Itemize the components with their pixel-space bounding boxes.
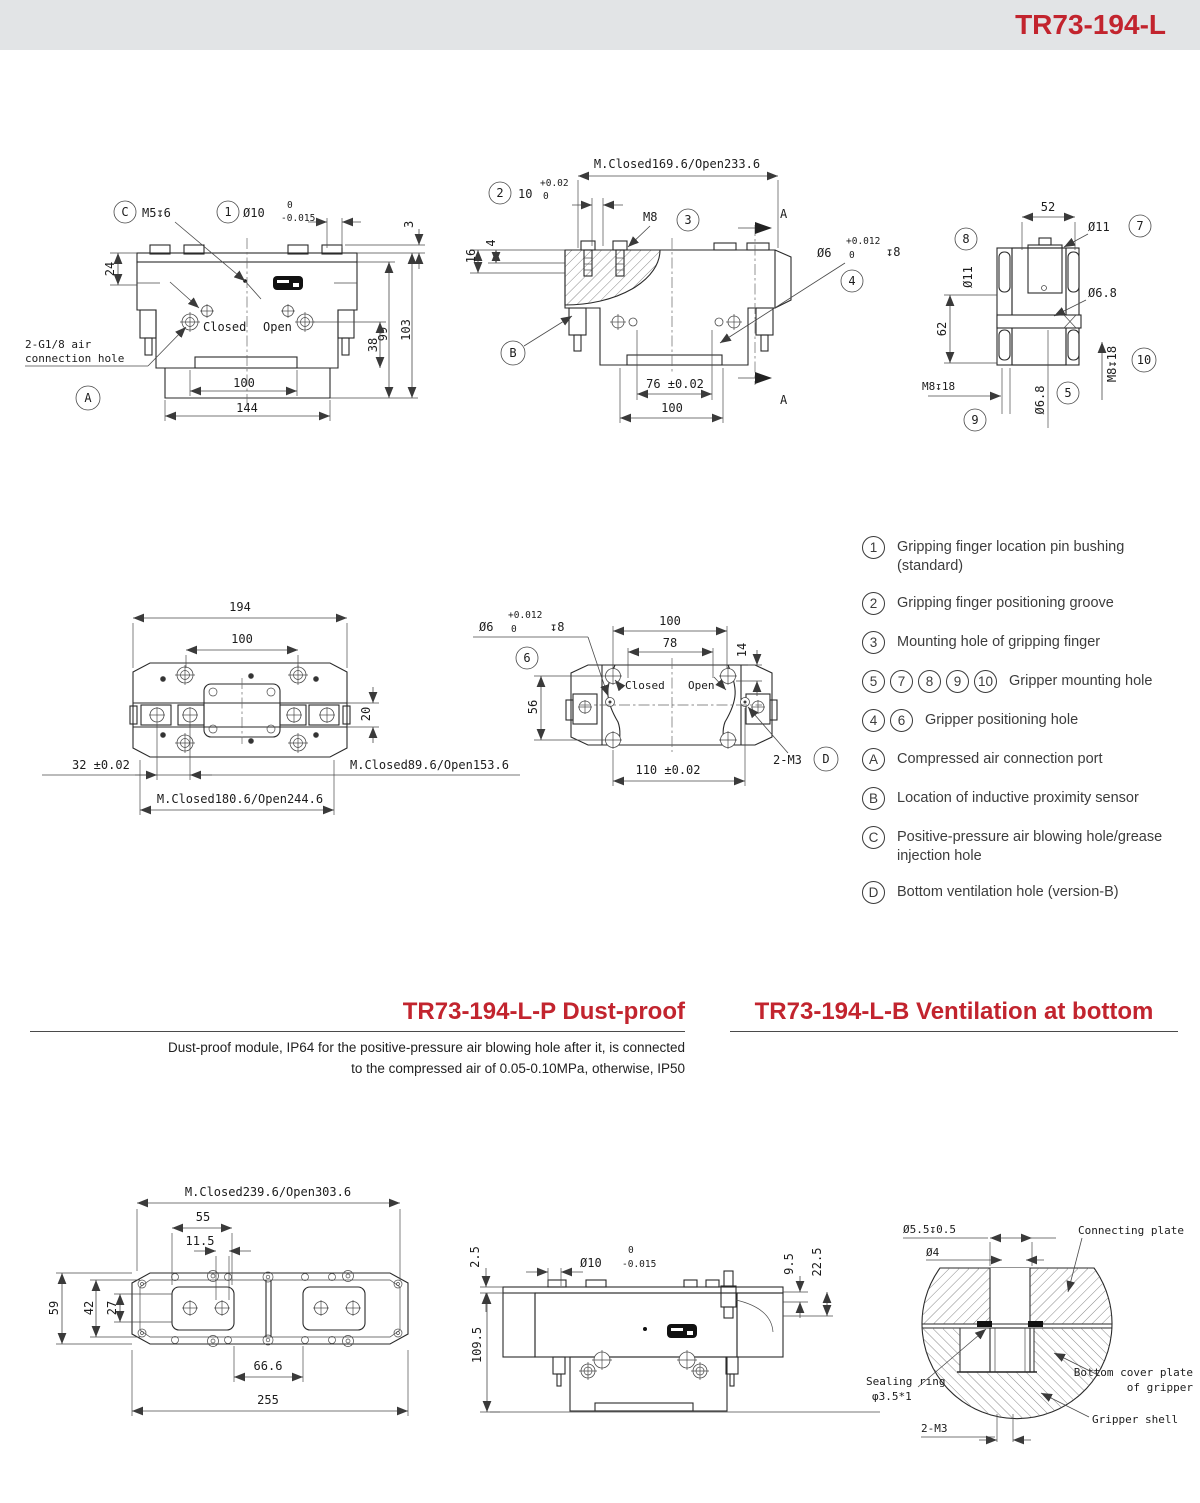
dustproof-front-geometry bbox=[490, 1271, 880, 1412]
svg-text:of gripper: of gripper bbox=[1126, 1381, 1193, 1394]
front-view-dimensions bbox=[25, 200, 425, 421]
legend-item: 1 Gripping finger location pin bushing (standard) bbox=[862, 536, 1192, 576]
svg-text:M8↧18: M8↧18 bbox=[1105, 345, 1119, 383]
section-a-top: A bbox=[780, 207, 788, 221]
svg-text:3: 3 bbox=[402, 220, 416, 228]
section-view-geometry bbox=[565, 238, 791, 374]
drawing-front-view bbox=[20, 190, 460, 440]
divider bbox=[730, 1031, 1178, 1032]
svg-text:27: 27 bbox=[105, 1300, 119, 1316]
svg-text:103: 103 bbox=[399, 319, 413, 341]
bottom-view-dimensions bbox=[473, 610, 838, 786]
svg-text:0: 0 bbox=[287, 200, 293, 211]
svg-text:59: 59 bbox=[47, 1300, 61, 1316]
svg-text:78: 78 bbox=[662, 636, 678, 650]
callout-d: D bbox=[822, 752, 830, 766]
divider bbox=[30, 1031, 685, 1032]
svg-text:Ø11: Ø11 bbox=[1088, 220, 1110, 234]
svg-text:66.6: 66.6 bbox=[253, 1359, 283, 1373]
svg-text:109.5: 109.5 bbox=[470, 1326, 484, 1364]
legend-item: A Compressed air connection port bbox=[862, 748, 1192, 771]
bottom-cover-label: Bottom cover plate bbox=[1073, 1366, 1193, 1379]
gripper-shell-label: Gripper shell bbox=[1092, 1413, 1179, 1426]
callout-3: 3 bbox=[684, 213, 692, 227]
svg-text:194: 194 bbox=[229, 600, 251, 614]
brand-logo-badge bbox=[667, 1324, 697, 1338]
closed-label: Closed bbox=[203, 320, 247, 334]
callout-7: 7 bbox=[1136, 219, 1144, 233]
svg-text:↧8: ↧8 bbox=[886, 245, 901, 259]
svg-text:+0.012: +0.012 bbox=[846, 236, 881, 247]
legend-item: 2 Gripping finger positioning groove bbox=[862, 592, 1192, 615]
svg-text:4: 4 bbox=[484, 239, 498, 247]
svg-text:99: 99 bbox=[376, 326, 390, 342]
section-dustproof bbox=[30, 998, 685, 1080]
svg-text:0: 0 bbox=[511, 624, 517, 635]
svg-text:62: 62 bbox=[935, 321, 949, 337]
svg-text:Ø6: Ø6 bbox=[479, 620, 494, 634]
drawing-section-view bbox=[460, 150, 910, 440]
svg-text:Ø11: Ø11 bbox=[961, 266, 975, 288]
top-view-dimensions bbox=[42, 600, 520, 815]
stroke-long-label: M.Closed180.6/Open244.6 bbox=[156, 792, 324, 806]
svg-text:φ3.5*1: φ3.5*1 bbox=[872, 1390, 912, 1403]
dim-32-label: 32 ±0.02 bbox=[72, 758, 130, 772]
callout-c: C bbox=[121, 205, 129, 219]
drawing-side-section bbox=[920, 190, 1200, 445]
callout-5: 5 bbox=[1064, 386, 1072, 400]
legend-item: 5 7 8 9 10 Gripper mounting hole bbox=[862, 670, 1192, 693]
dustproof-desc-line2: to the compressed air of 0.05-0.10MPa, otherwise, IP50 bbox=[351, 1060, 685, 1076]
svg-text:20: 20 bbox=[359, 706, 373, 722]
svg-text:24: 24 bbox=[103, 261, 117, 277]
dia4-label: Ø4 bbox=[926, 1246, 940, 1259]
callout-8: 8 bbox=[962, 232, 970, 246]
cbore-label: Ø5.5↧0.5 bbox=[903, 1223, 956, 1236]
top-view-geometry bbox=[130, 663, 350, 757]
svg-text:Ø6.8: Ø6.8 bbox=[1033, 385, 1047, 415]
legend-item: D Bottom ventilation hole (version-B) bbox=[862, 881, 1192, 904]
svg-text:-0.015: -0.015 bbox=[622, 1259, 657, 1270]
legend-item: C Positive-pressure air blowing hole/grease injection hole bbox=[862, 826, 1192, 866]
svg-text:11.5: 11.5 bbox=[185, 1234, 215, 1248]
svg-text:55: 55 bbox=[195, 1210, 211, 1224]
svg-text:Ø6.8: Ø6.8 bbox=[1088, 286, 1117, 300]
drawing-top-view bbox=[40, 590, 520, 830]
callout-2: 2 bbox=[496, 186, 504, 200]
svg-text:10: 10 bbox=[518, 187, 533, 201]
svg-text:56: 56 bbox=[526, 699, 540, 715]
stroke-dim-label: M.Closed169.6/Open233.6 bbox=[593, 157, 761, 171]
thread-label: M8 bbox=[643, 210, 658, 224]
svg-text:110 ±0.02: 110 ±0.02 bbox=[635, 763, 701, 777]
svg-text:0: 0 bbox=[849, 250, 855, 261]
svg-text:↧8: ↧8 bbox=[550, 620, 565, 634]
svg-text:0: 0 bbox=[628, 1245, 634, 1256]
svg-text:255: 255 bbox=[257, 1393, 279, 1407]
legend-item: 3 Mounting hole of gripping finger bbox=[862, 631, 1192, 654]
drawing-bottom-view bbox=[470, 590, 880, 820]
section-ventilation bbox=[730, 998, 1178, 1032]
svg-text:52: 52 bbox=[1040, 200, 1056, 214]
air-port-label: 2-G1/8 air bbox=[25, 338, 92, 351]
svg-text:100: 100 bbox=[661, 401, 683, 415]
section-ventilation-title: TR73-194-L-B Ventilation at bottom bbox=[754, 998, 1154, 1025]
svg-text:Ø6: Ø6 bbox=[817, 246, 832, 260]
svg-text:22.5: 22.5 bbox=[810, 1247, 824, 1277]
legend-item: B Location of inductive proximity sensor bbox=[862, 787, 1192, 810]
stroke-short-label: M.Closed89.6/Open153.6 bbox=[350, 758, 509, 772]
dustproof-top-dimensions bbox=[47, 1185, 408, 1416]
callout-b: B bbox=[509, 346, 517, 360]
svg-text:76 ±0.02: 76 ±0.02 bbox=[646, 377, 704, 391]
sealing-ring-label: Sealing ring bbox=[866, 1375, 946, 1388]
side-section-geometry bbox=[997, 238, 1081, 365]
detail-geometry bbox=[918, 1268, 1118, 1436]
open-label: Open bbox=[688, 679, 715, 692]
section-view-dimensions bbox=[464, 157, 900, 423]
callout-6: 6 bbox=[523, 651, 531, 665]
stroke-dim-label: M.Closed239.6/Open303.6 bbox=[184, 1185, 352, 1199]
legend-item: 4 6 Gripper positioning hole bbox=[862, 709, 1192, 732]
callout-a: A bbox=[84, 391, 92, 405]
closed-label: Closed bbox=[625, 679, 665, 692]
callout-10: 10 bbox=[1136, 353, 1152, 367]
svg-text:38: 38 bbox=[366, 337, 380, 353]
thread-label: M5↧6 bbox=[142, 206, 171, 220]
connecting-plate-label: Connecting plate bbox=[1078, 1224, 1184, 1237]
callout-9: 9 bbox=[971, 413, 979, 427]
svg-text:+0.012: +0.012 bbox=[508, 610, 543, 621]
drawing-dustproof-front bbox=[440, 1240, 885, 1425]
svg-text:connection hole: connection hole bbox=[25, 352, 125, 365]
svg-text:M8↧18: M8↧18 bbox=[922, 380, 956, 393]
svg-text:-0.015: -0.015 bbox=[281, 213, 316, 224]
svg-text:+0.02: +0.02 bbox=[540, 178, 569, 189]
svg-text:2.5: 2.5 bbox=[468, 1246, 482, 1268]
svg-text:100: 100 bbox=[659, 614, 681, 628]
svg-text:144: 144 bbox=[236, 401, 258, 415]
page-title: TR73-194-L bbox=[1015, 9, 1166, 40]
svg-text:14: 14 bbox=[735, 642, 749, 658]
dia-label: Ø10 bbox=[243, 206, 265, 220]
dustproof-desc-line1: Dust-proof module, IP64 for the positive-pressure air blowing hole after it, is connected bbox=[167, 1040, 685, 1055]
section-dustproof-title: TR73-194-L-P Dust-proof bbox=[402, 998, 685, 1025]
m3-label: 2-M3 bbox=[921, 1422, 948, 1435]
open-label: Open bbox=[263, 320, 292, 334]
dustproof-top-geometry bbox=[132, 1271, 408, 1347]
callout-1: 1 bbox=[224, 205, 232, 219]
svg-text:42: 42 bbox=[82, 1300, 96, 1316]
svg-text:16: 16 bbox=[464, 248, 478, 264]
svg-text:0: 0 bbox=[543, 191, 549, 202]
section-a-bottom: A bbox=[780, 393, 788, 407]
svg-text:9.5: 9.5 bbox=[782, 1253, 796, 1275]
svg-text:Ø10: Ø10 bbox=[580, 1256, 602, 1270]
legend bbox=[862, 536, 1192, 920]
brand-logo-badge bbox=[273, 276, 303, 290]
drawing-dustproof-top bbox=[40, 1180, 470, 1465]
m3-label: 2-M3 bbox=[773, 753, 802, 767]
dustproof-front-dimensions bbox=[468, 1245, 833, 1412]
callout-4: 4 bbox=[848, 274, 856, 288]
drawing-bottom-vent-detail bbox=[845, 1205, 1200, 1455]
svg-text:100: 100 bbox=[231, 632, 253, 646]
svg-text:100: 100 bbox=[233, 376, 255, 390]
